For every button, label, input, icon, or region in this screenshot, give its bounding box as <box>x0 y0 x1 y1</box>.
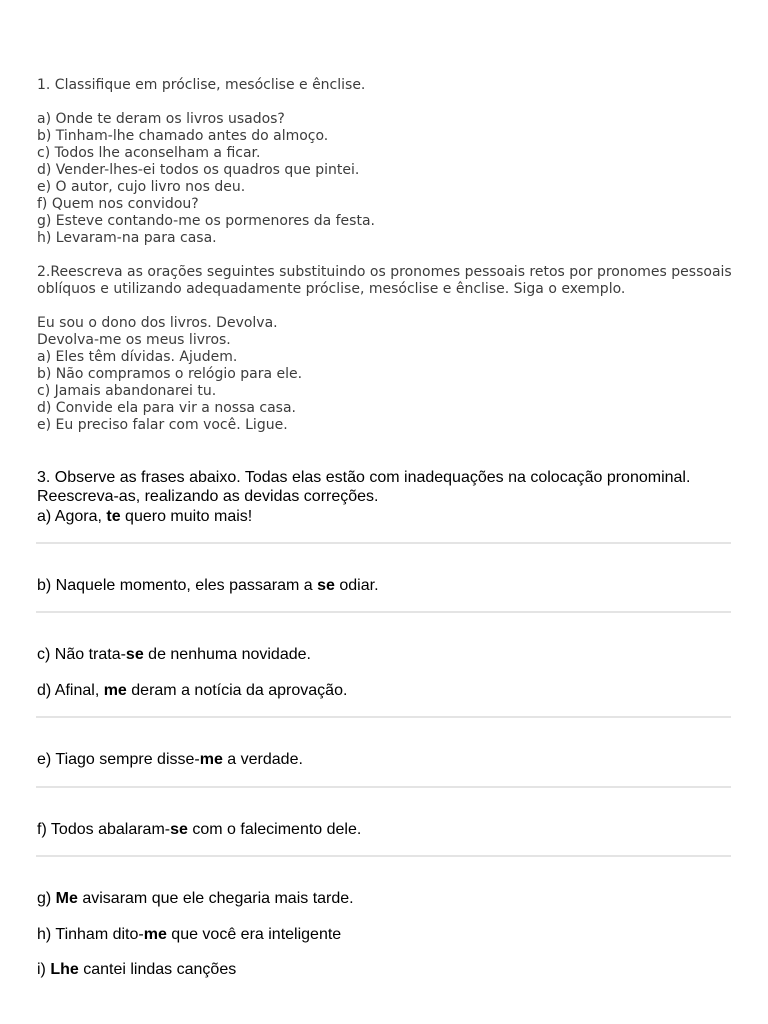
answer-line[interactable] <box>36 611 731 613</box>
sentence-text: que você era inteligente <box>166 926 342 943</box>
section-1-item: h) Levaram-na para casa. <box>37 230 217 246</box>
section-3-item-f <box>37 820 361 839</box>
pronoun-bold: se <box>170 821 188 838</box>
answer-line[interactable] <box>36 786 731 788</box>
section-3-item-g <box>37 889 354 908</box>
sentence-text: com o falecimento dele. <box>187 821 362 838</box>
answer-line[interactable] <box>36 855 731 857</box>
section-1-item: a) Onde te deram os livros usados? <box>37 111 285 127</box>
section-3-item-b <box>37 576 379 595</box>
sentence-text: odiar. <box>334 577 379 594</box>
section-1-item: f) Quem nos convidou? <box>37 196 199 212</box>
pronoun-bold: me <box>103 682 127 699</box>
sentence-text: f) Todos abalaram- <box>37 821 171 838</box>
section-2-instruction: 2.Reescreva as orações seguintes substituindo os pronomes pessoais retos por pronomes pessoais oblíquos e utilizando adequadamente próclise, mesóclise e ênclise. Siga o exemplo. <box>37 264 732 297</box>
sentence-text: cantei lindas canções <box>78 961 237 978</box>
sentence-text: a verdade. <box>222 751 303 768</box>
section-3-item-d <box>37 681 347 700</box>
sentence-text: d) Afinal, <box>37 682 104 699</box>
section-2-item: e) Eu preciso falar com você. Ligue. <box>37 417 288 433</box>
section-3-item-c <box>37 645 311 664</box>
answer-line[interactable] <box>36 716 731 718</box>
pronoun-bold: te <box>106 508 121 525</box>
pronoun-bold: Me <box>55 890 78 907</box>
section-1-item: b) Tinham-lhe chamado antes do almoço. <box>37 128 329 144</box>
section-2-item: a) Eles têm dívidas. Ajudem. <box>37 349 238 365</box>
sentence-text: a) Agora, <box>37 508 107 525</box>
pronoun-bold: Lhe <box>50 961 79 978</box>
pronoun-bold: me <box>199 751 223 768</box>
section-3-item-e <box>37 750 303 769</box>
section-1-item: c) Todos lhe aconselham a ficar. <box>37 145 261 161</box>
section-3-instruction <box>37 468 737 506</box>
example-answer: Devolva-me os meus livros. <box>37 332 231 348</box>
sentence-text: i) <box>37 961 51 978</box>
sentence-text: g) <box>37 890 56 907</box>
sentence-text: h) Tinham dito- <box>37 926 144 943</box>
section-2-item: d) Convide ela para vir a nossa casa. <box>37 400 296 416</box>
section-2-item: b) Não compramos o relógio para ele. <box>37 366 303 382</box>
section-1-item: d) Vender-lhes-ei todos os quadros que pintei. <box>37 162 360 178</box>
pronoun-bold: se <box>317 577 335 594</box>
example-question: Eu sou o dono dos livros. Devolva. <box>37 315 278 331</box>
pronoun-bold: me <box>143 926 167 943</box>
section-3-item-i <box>37 960 236 979</box>
section-1-item: e) O autor, cujo livro nos deu. <box>37 179 246 195</box>
section-1 <box>37 77 375 247</box>
sentence-text: e) Tiago sempre disse- <box>37 751 200 768</box>
sentence-text: c) Não trata- <box>37 646 126 663</box>
section-1-title: 1. Classifique em próclise, mesóclise e ênclise. <box>37 77 366 93</box>
sentence-text: b) Naquele momento, eles passaram a <box>37 577 318 594</box>
section-2-item: c) Jamais abandonarei tu. <box>37 383 217 399</box>
section-2 <box>37 264 737 434</box>
sentence-text: deram a notícia da aprovação. <box>126 682 348 699</box>
section-1-item: g) Esteve contando-me os pormenores da festa. <box>37 213 375 229</box>
section-3-item-a <box>37 507 252 526</box>
sentence-text: de nenhuma novidade. <box>143 646 311 663</box>
sentence-text: quero muito mais! <box>120 508 253 525</box>
sentence-text: avisaram que ele chegaria mais tarde. <box>77 890 354 907</box>
pronoun-bold: se <box>125 646 144 663</box>
section-3-instruction-text: 3. Observe as frases abaixo. Todas elas estão com inadequações na colocação pronominal. Reescreva-as, realizando as devidas correções. <box>37 469 691 505</box>
section-3-item-h <box>37 925 341 944</box>
answer-line[interactable] <box>36 542 731 544</box>
